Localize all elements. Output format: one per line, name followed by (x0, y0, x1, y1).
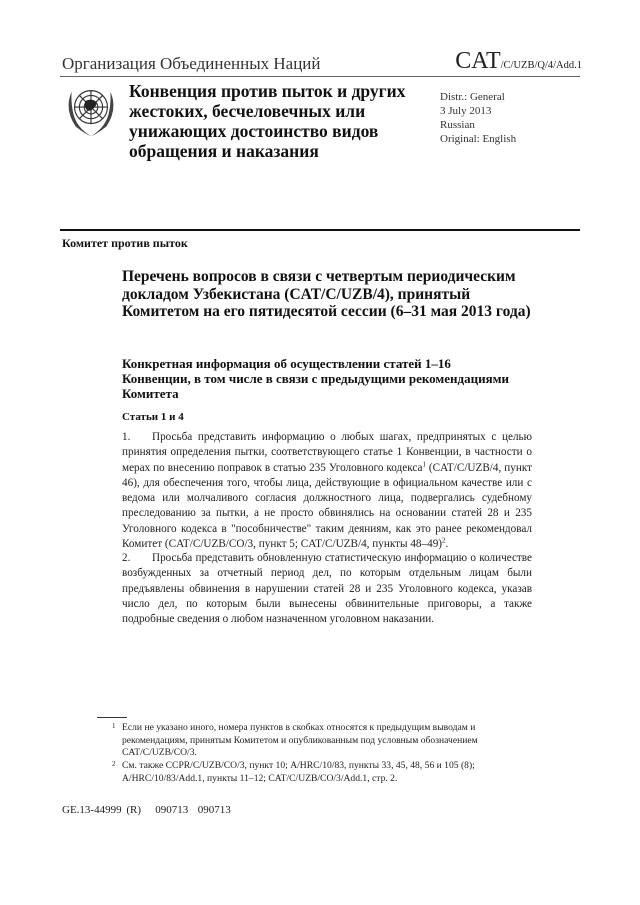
footnote-text: См. также CCPR/C/UZB/CO/3, пункт 10; A/HRC/10/83, пункты 33, 45, 48, 56 и 105 (8); A/HRC/10/83/Add.1, пункты 11–12; CAT/C/UZB/CO/3/Add.1, стр. 2. (122, 760, 475, 784)
footnote-ref[interactable]: 1 (422, 459, 426, 468)
distribution-block (440, 90, 516, 146)
paragraph-text: . (445, 538, 449, 551)
doc-date: 3 July 2013 (440, 105, 492, 117)
footnote-number: 2 (112, 760, 116, 768)
footnote-2 (112, 760, 542, 785)
paragraph-text: (CAT/C/UZB/4, пункт 46), для обеспечения того, чтобы лица, действующие в официальном качестве или с ведома или молчаливого согласия должностного лица, подвергались судебному преследованию за пытки, а не просто обвинялись на основании статей 28 и 235 Уголовного кодекса в "пособничестве" таким деяниям, как это ранее рекомендовал Комитет (CAT/C/UZB/CO/3, пункт 5; CAT/C/UZB/4, пункты 48–49) (122, 461, 533, 551)
document-symbol (455, 48, 582, 75)
footnote-ref[interactable]: 2 (442, 536, 446, 545)
paragraph-text: Просьба представить обновленную статистическую информацию о количестве возбужденных за отчетный период дел, по которым отдельным лицам были предъявлены обвинения в нарушении статей 28 и 235 Уголовного кодекса, указав число дел, по которым были вынесены обвинительные приговоры, а также подробные сведения о любом назначенном уголовном наказании. (122, 552, 532, 626)
job-number: GE.13-44999 (R) 090713 090713 (62, 804, 231, 816)
footnote-rule (97, 717, 127, 718)
paragraph-2 (122, 551, 532, 627)
convention-title: Конвенция против пыток и других жестоких, бесчеловечных или унижающих достоинство видов обращения и наказания (129, 81, 406, 161)
paragraph-number: 2. (122, 552, 131, 564)
un-emblem-icon (62, 80, 120, 138)
paragraph-1 (122, 430, 532, 552)
header-rule (60, 76, 580, 77)
paragraph-number: 1. (122, 431, 131, 443)
section-heading: Конкретная информация об осуществлении статей 1–16 Конвенции, в том числе в связи с предыдущими рекомендациями Комитета (122, 356, 509, 401)
articles-heading: Статьи 1 и 4 (122, 411, 184, 423)
organization-name: Организация Объединенных Наций (62, 54, 321, 73)
committee-name: Комитет против пыток (62, 236, 188, 250)
doc-language: Russian (440, 119, 475, 131)
paragraph-text: Просьба представить информацию о любых шагах, предпринятых с целью принятия определения пытки, соответствующего статье 1 Конвенции, в частности о мерах по внесению поправок в статью 235 Уголовного кодекса (122, 431, 532, 474)
footnote-number: 1 (112, 722, 116, 730)
footnote-text: Если не указано иного, номера пунктов в скобках относятся к предыдущим выводам и рекомендациям, принятым Комитетом и опубликованным под условным обозначением CAT/C/UZB/CO/3. (122, 722, 478, 758)
symbol-main: CAT (455, 48, 501, 74)
document-title: Перечень вопросов в связи с четвертым периодическим докладом Узбекистана (CAT/C/UZB/4), принятый Комитетом на его пятидесятой сессии (6–31 мая 2013 года) (122, 268, 531, 320)
symbol-rest: /C/UZB/Q/4/Add.1 (500, 60, 582, 71)
original-language: Original: English (440, 133, 517, 145)
title-rule (60, 229, 580, 231)
distr-label: Distr.: General (440, 91, 505, 103)
footnote-1 (112, 722, 542, 760)
